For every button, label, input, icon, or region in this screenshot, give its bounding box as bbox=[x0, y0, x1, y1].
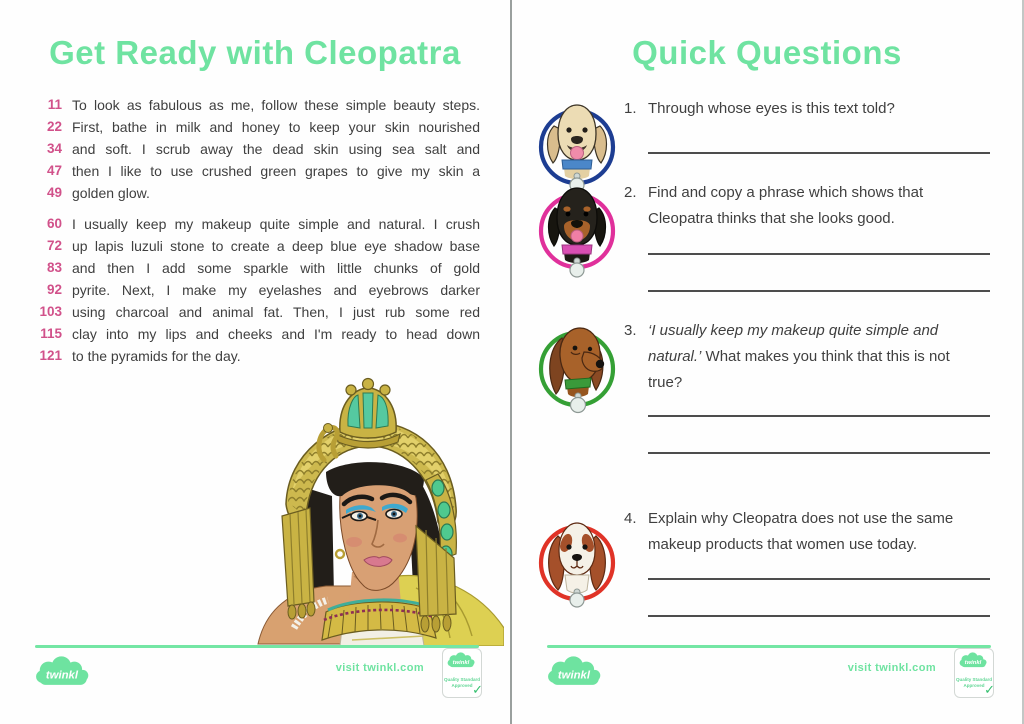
svg-text:twinkl: twinkl bbox=[45, 669, 79, 682]
passage-line bbox=[34, 213, 480, 235]
svg-text:twinkl: twinkl bbox=[452, 659, 470, 666]
twinkl-logo bbox=[545, 654, 607, 694]
passage-paragraph bbox=[34, 94, 480, 204]
passage-line-text: then I like to use crushed green grapes to give my skin a bbox=[72, 163, 480, 179]
answer-line[interactable] bbox=[648, 290, 990, 292]
answer-line[interactable] bbox=[648, 578, 990, 580]
question-text: Find and copy a phrase which shows that Cleopatra thinks that she looks good. bbox=[648, 184, 924, 227]
passage bbox=[34, 94, 480, 376]
rottweiler-icon bbox=[532, 174, 622, 278]
question-number: 3. bbox=[624, 322, 637, 339]
page-right bbox=[512, 0, 1024, 724]
bloodhound-icon bbox=[532, 312, 622, 416]
svg-text:twinkl: twinkl bbox=[964, 659, 982, 666]
badge-checkmark-icon: ✓ bbox=[984, 682, 995, 697]
cavalier-spaniel-icon bbox=[532, 506, 622, 610]
passage-line bbox=[34, 235, 480, 257]
visit-twinkl-link[interactable]: visit twinkl.com bbox=[847, 662, 936, 674]
passage-line bbox=[34, 257, 480, 279]
passage-line bbox=[34, 279, 480, 301]
badge-twinkl-logo bbox=[446, 651, 478, 672]
passage-line bbox=[34, 138, 480, 160]
passage-line-text: up lapis luzuli stone to create a deep blue eye shadow base bbox=[72, 238, 480, 254]
page-footer bbox=[0, 645, 512, 724]
badge-checkmark-icon: ✓ bbox=[472, 682, 483, 697]
line-number: 60 bbox=[46, 216, 62, 231]
answer-line[interactable] bbox=[648, 152, 990, 154]
answer-line[interactable] bbox=[648, 452, 990, 454]
question-number: 4. bbox=[624, 510, 637, 527]
question-text bbox=[648, 318, 980, 396]
quality-badge bbox=[442, 648, 482, 698]
passage-paragraph bbox=[34, 213, 480, 367]
passage-line-text: using charcoal and animal fat. Then, I just rub some red bbox=[72, 304, 480, 320]
passage-line bbox=[34, 345, 480, 367]
passage-line bbox=[34, 323, 480, 345]
badge-text: Quality Standard Approved bbox=[443, 677, 480, 688]
passage-line-text: clay into my lips and cheeks and I'm ready to head down bbox=[72, 326, 480, 342]
line-number: 92 bbox=[46, 282, 62, 297]
question-number: 1. bbox=[624, 100, 637, 117]
passage-line bbox=[34, 94, 480, 116]
passage-line-text: First, bathe in milk and honey to keep your skin nourished bbox=[72, 119, 480, 135]
line-number: 72 bbox=[46, 238, 62, 253]
passage-line bbox=[34, 160, 480, 182]
question-number: 2. bbox=[624, 184, 637, 201]
passage-line-text: golden glow. bbox=[72, 185, 150, 201]
answer-line[interactable] bbox=[648, 253, 990, 255]
twinkl-logo bbox=[33, 654, 95, 694]
line-number: 11 bbox=[47, 97, 62, 112]
page-footer bbox=[512, 645, 1024, 724]
line-number: 22 bbox=[46, 119, 62, 134]
question-text: Through whose eyes is this text told? bbox=[648, 100, 895, 117]
page-title: Get Ready with Cleopatra bbox=[49, 34, 461, 71]
line-number: 103 bbox=[39, 304, 62, 319]
question-quote: ‘I usually keep my makeup quite simple and natural.’ bbox=[648, 322, 939, 365]
passage-line-text: I usually keep my makeup quite simple and natural. I crush bbox=[72, 216, 480, 232]
footer-divider bbox=[547, 645, 991, 648]
answer-line[interactable] bbox=[648, 615, 990, 617]
line-number: 115 bbox=[40, 326, 62, 341]
badge-twinkl-logo bbox=[958, 651, 990, 672]
line-number: 49 bbox=[46, 185, 62, 200]
line-number: 47 bbox=[46, 163, 62, 178]
question-text: Explain why Cleopatra does not use the same makeup products that women use today. bbox=[648, 510, 954, 553]
badge-text: Quality Standard Approved bbox=[955, 677, 992, 688]
cleopatra-illustration bbox=[248, 376, 504, 646]
passage-line bbox=[34, 301, 480, 323]
line-number: 83 bbox=[46, 260, 62, 275]
passage-line-text: and soft. I scrub away the dead skin using sea salt and bbox=[72, 141, 480, 157]
svg-text:twinkl: twinkl bbox=[557, 669, 591, 682]
passage-line-text: and then I add some sparkle with little chunks of gold bbox=[72, 260, 480, 276]
page-title: Quick Questions bbox=[632, 34, 902, 71]
visit-twinkl-link[interactable]: visit twinkl.com bbox=[335, 662, 424, 674]
passage-line bbox=[34, 116, 480, 138]
passage-line-text: to the pyramids for the day. bbox=[72, 348, 241, 364]
question-text-rest: What makes you think that this is not true? bbox=[648, 348, 950, 391]
footer-divider bbox=[35, 645, 479, 648]
passage-line bbox=[34, 182, 480, 204]
line-number: 34 bbox=[46, 141, 62, 156]
passage-line-text: pyrite. Next, I make my eyelashes and eyebrows darker bbox=[72, 282, 480, 298]
quality-badge bbox=[954, 648, 994, 698]
answer-line[interactable] bbox=[648, 415, 990, 417]
passage-line-text: To look as fabulous as me, follow these simple beauty steps. bbox=[72, 97, 480, 113]
line-number: 121 bbox=[39, 348, 62, 363]
